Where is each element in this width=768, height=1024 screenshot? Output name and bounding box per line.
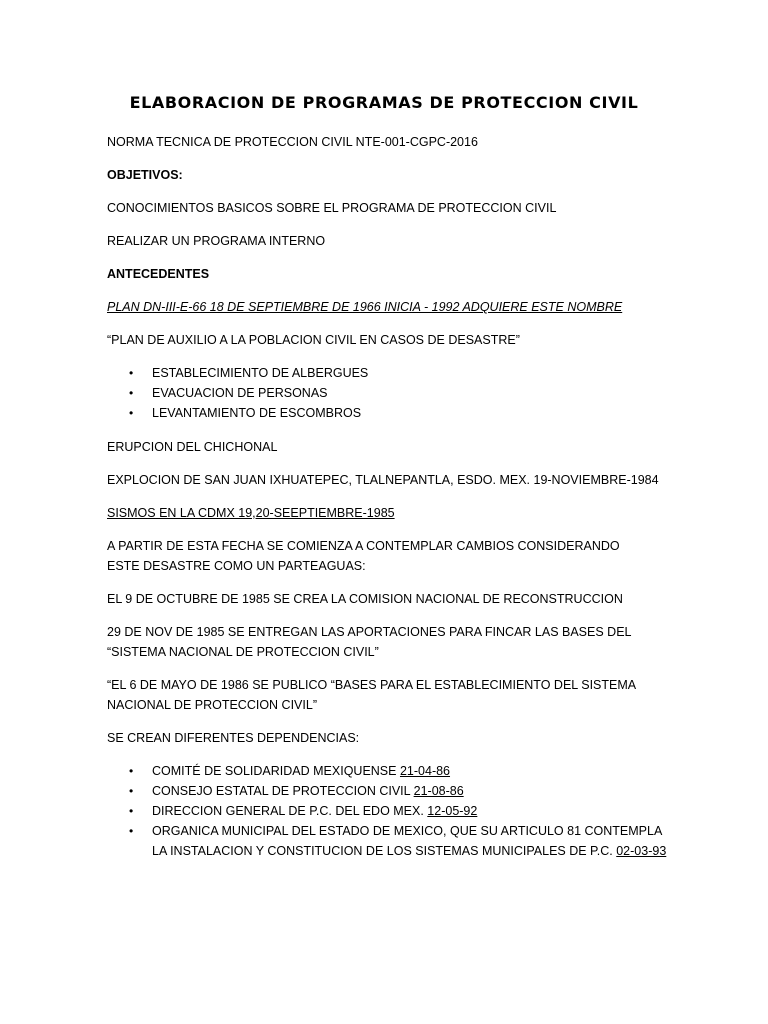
date: 12-05-92 — [427, 804, 478, 818]
erupcion-line: ERUPCION DEL CHICHONAL — [107, 440, 278, 454]
bullet-icon: • — [129, 824, 134, 838]
explosion-line: EXPLOCION DE SAN JUAN IXHUATEPEC, TLALNEPANTLA, ESDO. MEX. 19-NOVIEMBRE-1984 — [107, 473, 659, 487]
list-item: • COMITÉ DE SOLIDARIDAD MEXIQUENSE 21-04-86 — [107, 761, 677, 781]
list-item: • ESTABLECIMIENTO DE ALBERGUES — [107, 363, 677, 383]
objetivos-heading: OBJETIVOS: — [107, 168, 183, 182]
plan-items-list — [107, 363, 677, 423]
list-item: • ORGANICA MUNICIPAL DEL ESTADO DE MEXICO, QUE SU ARTICULO 81 CONTEMPLA LA INSTALACION Y CONSTITUCION DE LOS SISTEMAS MUNICIPALES DE P.C. 02-03-93 — [107, 821, 677, 861]
bullet-icon: • — [129, 784, 134, 798]
bullet-icon: • — [129, 764, 134, 778]
objetivo-1: CONOCIMIENTOS BASICOS SOBRE EL PROGRAMA DE PROTECCION CIVIL — [107, 201, 557, 215]
list-item: • CONSEJO ESTATAL DE PROTECCION CIVIL 21-08-86 — [107, 781, 677, 801]
bullet-icon: • — [129, 386, 134, 400]
list-item: • LEVANTAMIENTO DE ESCOMBROS — [107, 403, 677, 423]
sismos-line: SISMOS EN LA CDMX 19,20-SEEPTIEMBRE-1985 — [107, 506, 395, 520]
bullet-icon: • — [129, 804, 134, 818]
nov-1985-paragraph: 29 DE NOV DE 1985 SE ENTREGAN LAS APORTACIONES PARA FINCAR LAS BASES DEL “SISTEMA NACIONAL DE PROTECCION CIVIL” — [107, 625, 632, 659]
norma-line: NORMA TECNICA DE PROTECCION CIVIL NTE-001-CGPC-2016 — [107, 135, 478, 149]
objetivo-2: REALIZAR UN PROGRAMA INTERNO — [107, 234, 326, 248]
document-title: ELABORACION DE PROGRAMAS DE PROTECCION CIVIL — [129, 93, 639, 112]
bullet-icon: • — [129, 366, 134, 380]
dependencias-heading: SE CREAN DIFERENTES DEPENDENCIAS: — [107, 731, 360, 745]
bullet-icon: • — [129, 406, 134, 420]
comision-line: EL 9 DE OCTUBRE DE 1985 SE CREA LA COMISION NACIONAL DE RECONSTRUCCION — [107, 592, 623, 606]
list-item: • DIRECCION GENERAL DE P.C. DEL EDO MEX. 12-05-92 — [107, 801, 677, 821]
mayo-1986-paragraph: “EL 6 DE MAYO DE 1986 SE PUBLICO “BASES PARA EL ESTABLECIMIENTO DEL SISTEMA NACIONAL DE PROTECCION CIVIL” — [107, 678, 636, 712]
plan-quote: “PLAN DE AUXILIO A LA POBLACION CIVIL EN CASOS DE DESASTRE” — [107, 333, 520, 347]
plan-line: PLAN DN-III-E-66 18 DE SEPTIEMBRE DE 1966 INICIA - 1992 ADQUIERE ESTE NOMBRE — [107, 300, 623, 314]
date: 21-04-86 — [399, 764, 451, 778]
date: 02-03-93 — [616, 844, 667, 858]
list-item: • EVACUACION DE PERSONAS — [107, 383, 677, 403]
dependencias-list — [107, 761, 677, 861]
antecedentes-heading: ANTECEDENTES — [107, 267, 210, 281]
date: 21-08-86 — [413, 784, 464, 798]
a-partir-paragraph: A PARTIR DE ESTA FECHA SE COMIENZA A CONTEMPLAR CAMBIOS CONSIDERANDO ESTE DESASTRE COMO UN PARTEAGUAS: — [107, 539, 620, 573]
